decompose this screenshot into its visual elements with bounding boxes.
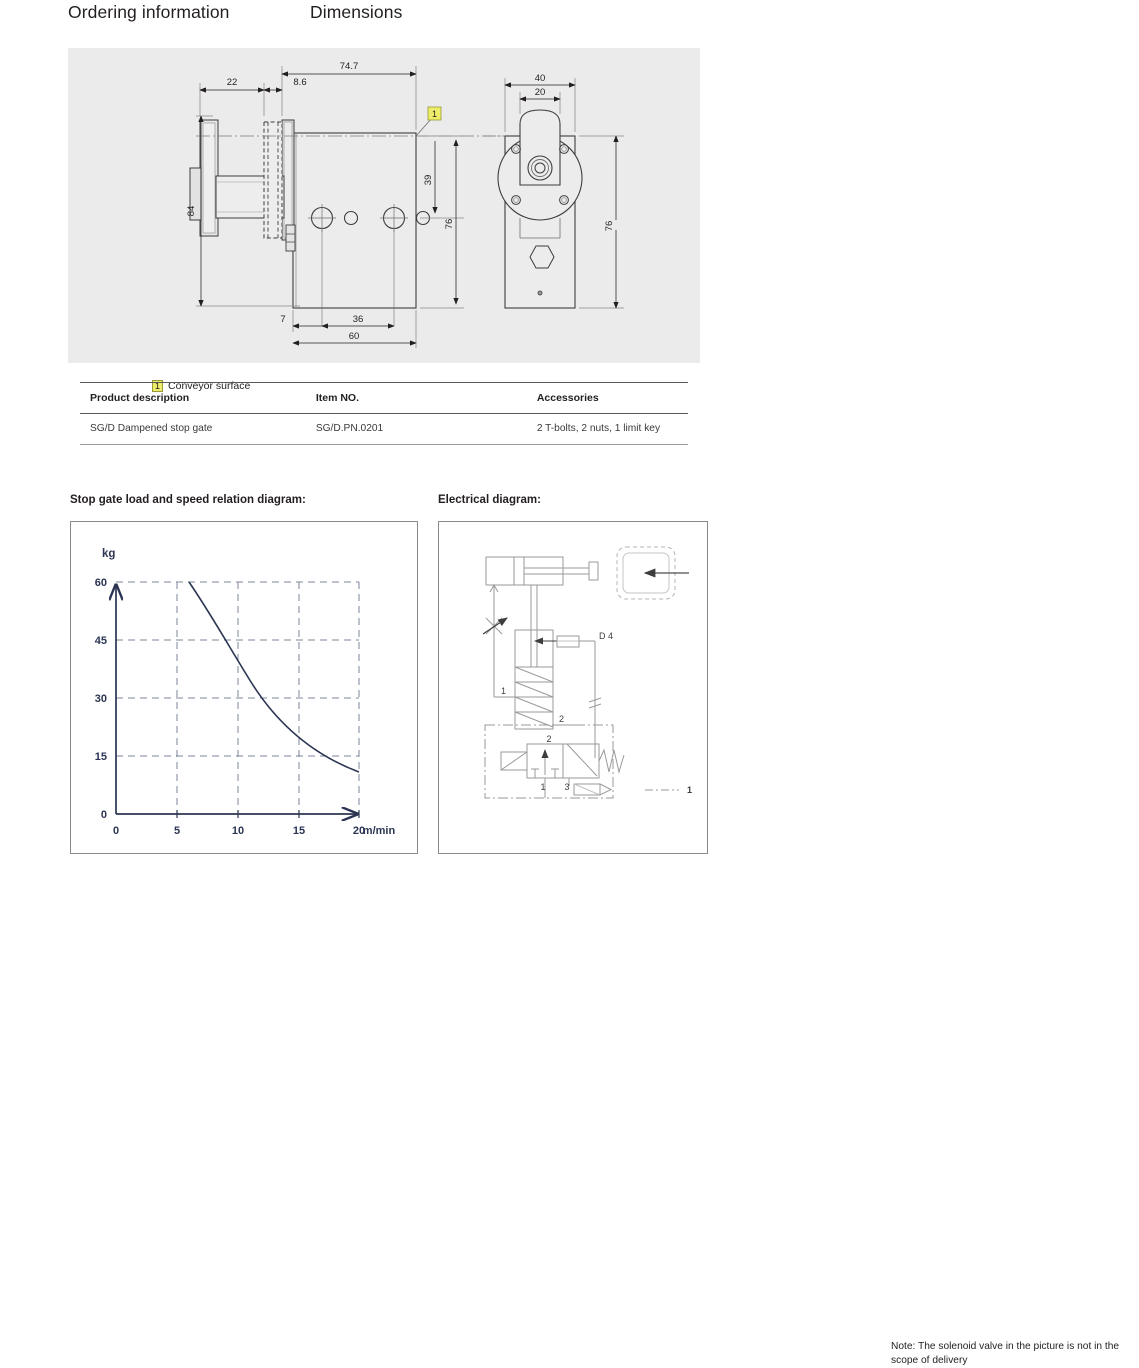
dim-84: 84: [186, 205, 197, 217]
electrical-diagram-box: [438, 521, 1120, 1366]
electrical-labels: [501, 631, 692, 795]
dim-36: 36: [352, 314, 364, 325]
cell-item-no: SG/D.PN.0201: [306, 414, 527, 445]
section-title-electrical-diagram: Electrical diagram:: [438, 494, 541, 506]
dim-7: 7: [280, 314, 286, 325]
product-table: [80, 382, 688, 445]
dim-22: 22: [226, 77, 238, 88]
table-row: [80, 414, 688, 445]
chart-series-line: [189, 582, 359, 772]
svg-text:5: 5: [173, 825, 181, 837]
page-headings: [68, 2, 708, 32]
chart-y-tick-labels: [95, 577, 107, 821]
callout-chip-label: 1: [431, 109, 438, 119]
chart-y-axis-unit: kg: [102, 548, 116, 560]
side-view-geometry: [190, 120, 538, 326]
table-header-accessories: Accessories: [527, 383, 688, 414]
electrical-note: Note: The solenoid valve in the picture is not in the scope of delivery: [891, 1341, 1120, 1366]
label-valve-port-3: 3: [564, 782, 570, 792]
svg-text:0: 0: [112, 825, 120, 837]
chart-gridlines: [116, 582, 359, 814]
label-valve-port-1: 1: [540, 782, 546, 792]
svg-text:30: 30: [94, 693, 107, 705]
svg-text:0: 0: [100, 809, 107, 821]
conveyor-surface-callout: [416, 107, 441, 136]
load-speed-chart-box: [70, 521, 418, 854]
section-title-load-speed-diagram: Stop gate load and speed relation diagram:: [70, 494, 306, 506]
legend-label: Conveyor surface: [168, 380, 251, 392]
label-legend-line-1: 1: [687, 785, 693, 795]
dim-39: 39: [423, 174, 434, 186]
chart-x-tick-labels: [113, 825, 365, 837]
table-header-item-no: Item NO.: [306, 383, 527, 414]
electrical-symbols: [483, 547, 689, 798]
svg-text:15: 15: [94, 751, 107, 763]
label-valve-port-2: 2: [546, 734, 552, 744]
technical-drawing: [68, 48, 700, 363]
label-d4: D 4: [599, 631, 614, 641]
dim-40: 40: [534, 73, 546, 84]
svg-text:15: 15: [292, 825, 306, 837]
page-title-ordering-information: Ordering information: [68, 2, 230, 22]
dim-20: 20: [534, 87, 546, 98]
dim-76-front: 76: [604, 220, 615, 232]
load-speed-chart: [71, 522, 417, 853]
label-port-2-upper: 2: [559, 714, 565, 724]
chart-x-axis-unit: m/min: [362, 825, 396, 837]
svg-text:10: 10: [231, 825, 245, 837]
table-header-row: [80, 383, 688, 414]
legend-chip-1: 1: [152, 380, 163, 392]
front-view-geometry: [484, 110, 582, 308]
page-title-dimensions: Dimensions: [310, 2, 403, 22]
svg-text:45: 45: [94, 635, 107, 647]
table-header-product-description: Product description: [80, 383, 306, 414]
dim-76-side: 76: [444, 218, 455, 230]
label-port-1-upper: 1: [501, 686, 507, 696]
dimensions-drawing-panel: [68, 48, 700, 392]
dim-74-7: 74.7: [339, 61, 359, 72]
dim-8-6: 8.6: [293, 77, 307, 88]
electrical-diagram: [439, 522, 707, 853]
cell-accessories: 2 T-bolts, 2 nuts, 1 limit key: [527, 414, 688, 445]
dim-60: 60: [348, 331, 360, 342]
svg-text:20: 20: [352, 825, 366, 837]
cell-product-description: SG/D Dampened stop gate: [80, 414, 306, 445]
svg-text:60: 60: [94, 577, 107, 589]
chart-axes: [116, 585, 357, 814]
